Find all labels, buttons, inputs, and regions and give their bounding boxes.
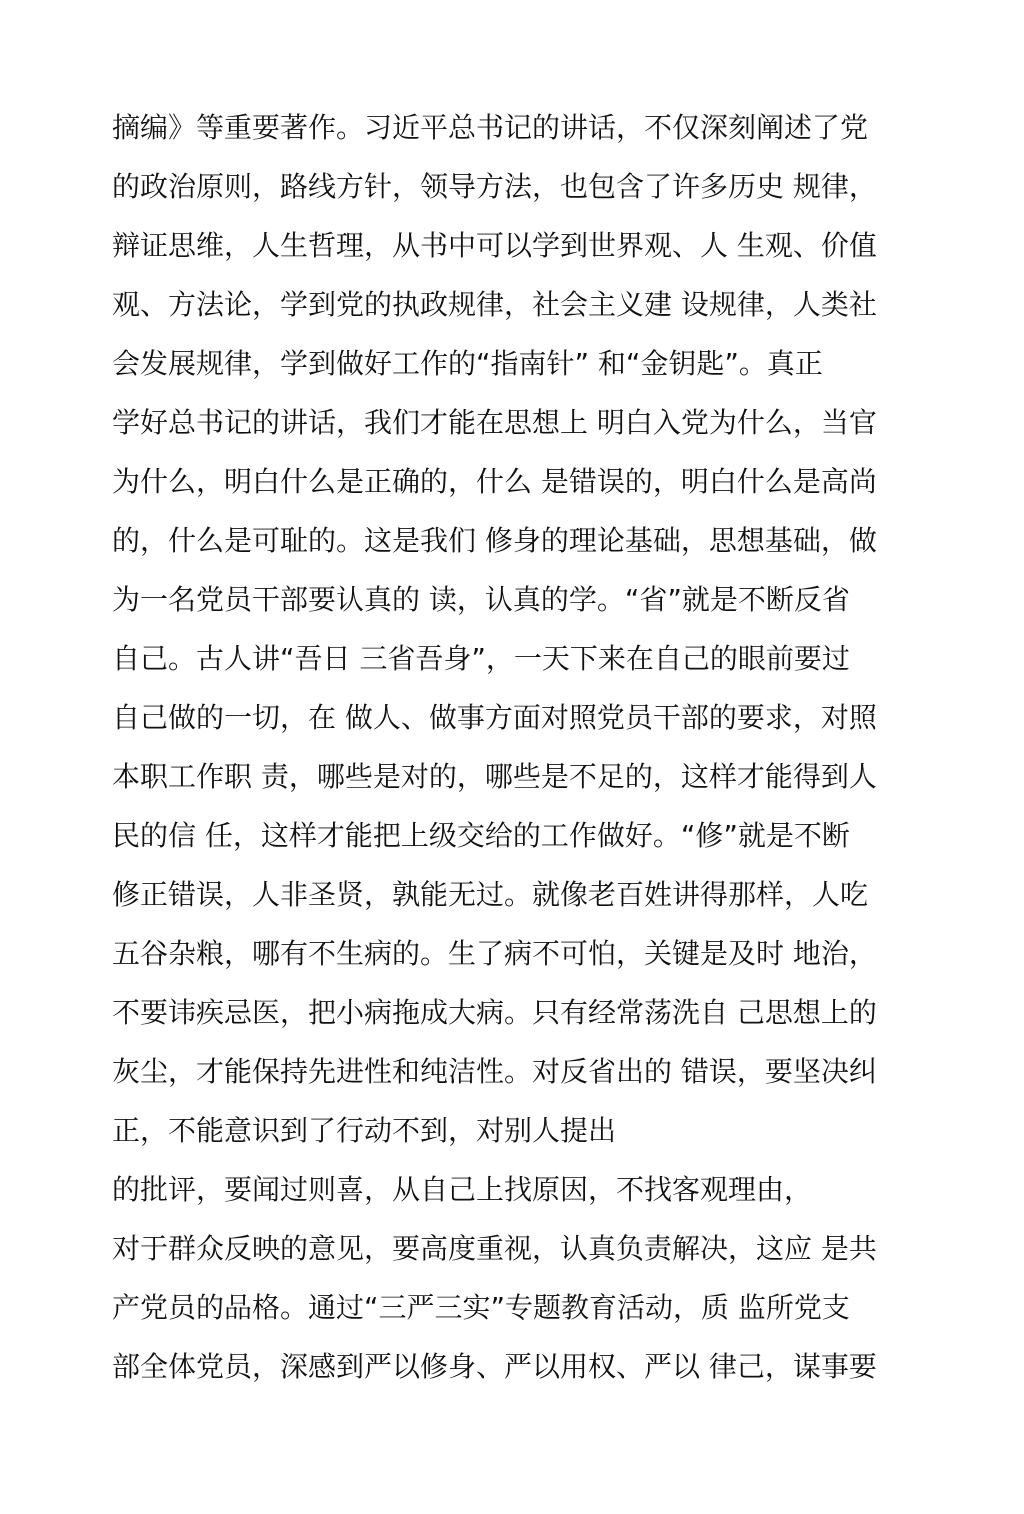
text-line: 对于群众反映的意见，要高度重视，认真负责解决，这应 是共: [112, 1232, 877, 1265]
text-line: 民的信 任，这样才能把上级交给的工作做好。“修”就是不断: [112, 819, 850, 852]
text-line: 灰尘，才能保持先进性和纯洁性。对反省出的 错误，要坚决纠: [112, 1055, 877, 1088]
text-line: 为一名党员干部要认真的 读，认真的学。“省”就是不断反省: [112, 583, 850, 616]
text-line: 辩证思维，人生哲理，从书中可以学到世界观、人 生观、价值: [112, 229, 877, 262]
text-line: 的批评，要闻过则喜，从自己上找原因，不找客观理由，: [112, 1173, 813, 1206]
text-line: 学好总书记的讲话，我们才能在思想上 明白入党为什么，当官: [112, 406, 877, 439]
body-text: [112, 98, 924, 1396]
text-line: 观、方法论，学到党的执政规律，社会主义建 设规律，人类社: [112, 288, 877, 321]
text-line: 不要讳疾忌医，把小病拖成大病。只有经常荡洗自 己思想上的: [112, 996, 877, 1029]
text-line: 本职工作职 责，哪些是对的，哪些是不足的，这样才能得到人: [112, 760, 877, 793]
text-line: 自己做的一切，在 做人、做事方面对照党员干部的要求，对照: [112, 701, 877, 734]
text-line: 摘编》等重要著作。习近平总书记的讲话，不仅深刻阐述了党: [112, 111, 869, 144]
text-line: 会发展规律，学到做好工作的“指南针” 和“金钥匙”。真正: [112, 347, 823, 380]
text-line: 的，什么是可耻的。这是我们 修身的理论基础，思想基础，做: [112, 524, 877, 557]
text-line: 部全体党员，深感到严以修身、严以用权、严以 律己，谋事要: [112, 1350, 877, 1383]
text-line: 产党员的品格。通过“三严三实”专题教育活动，质 监所党支: [112, 1291, 850, 1324]
text-line: 正，不能意识到了行动不到，对别人提出: [112, 1114, 617, 1147]
text-line: 的政治原则，路线方针，领导方法，也包含了许多历史 规律，: [112, 170, 877, 203]
text-line: 修正错误，人非圣贤，孰能无过。就像老百姓讲得那样，人吃: [112, 878, 869, 911]
text-line: 自己。古人讲“吾日 三省吾身”，一天下来在自己的眼前要过: [112, 642, 850, 675]
text-line: 五谷杂粮，哪有不生病的。生了病不可怕，关键是及时 地治，: [112, 937, 877, 970]
text-line: 为什么，明白什么是正确的，什么 是错误的，明白什么是高尚: [112, 465, 877, 498]
